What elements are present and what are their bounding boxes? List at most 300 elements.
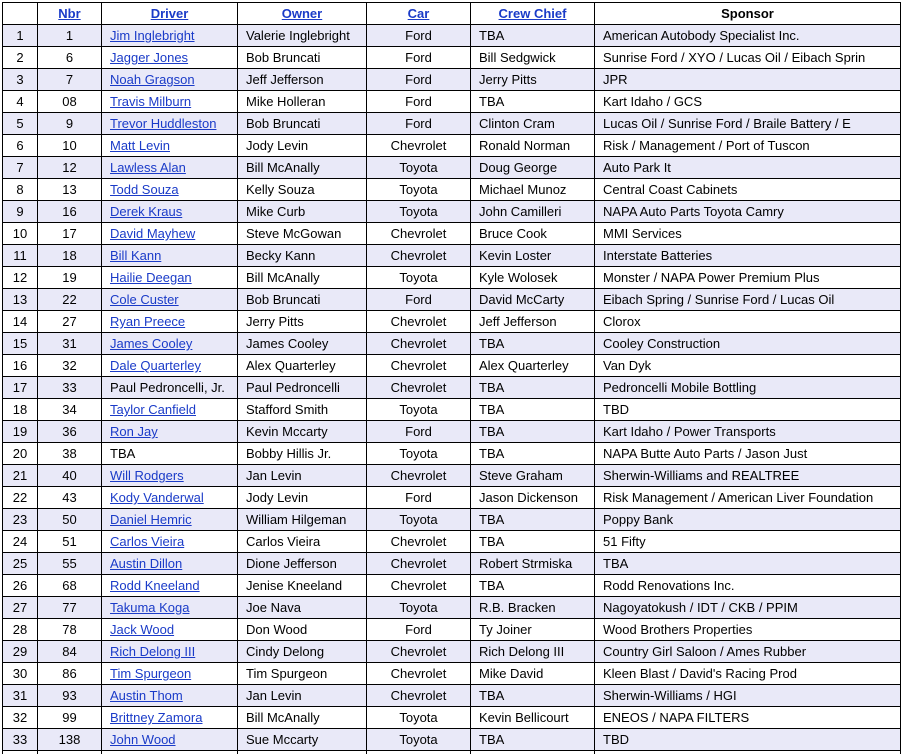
table-row <box>3 685 901 707</box>
cell-car: Chevrolet <box>367 465 471 487</box>
driver-link[interactable]: Rich Delong III <box>110 644 196 659</box>
cell-owner: Bob Bruncati <box>238 113 367 135</box>
cell-crew-chief: Kevin Bellicourt <box>471 707 595 729</box>
driver-link[interactable]: Ron Jay <box>110 424 158 439</box>
cell-crew-chief: TBA <box>471 685 595 707</box>
cell-car: Chevrolet <box>367 223 471 245</box>
cell-position: 2 <box>3 47 38 69</box>
cell-number: 86 <box>38 663 102 685</box>
table-row <box>3 619 901 641</box>
table-row <box>3 707 901 729</box>
cell-number: 16 <box>38 201 102 223</box>
cell-crew-chief: Steve Graham <box>471 465 595 487</box>
cell-driver <box>102 619 238 641</box>
cell-number: 51 <box>38 531 102 553</box>
column-header-car <box>367 3 471 25</box>
driver-link[interactable]: Bill Kann <box>110 248 162 263</box>
cell-driver <box>102 333 238 355</box>
driver-link[interactable]: Jack Wood <box>110 622 175 637</box>
column-sort-link-crew-chief[interactable]: Crew Chief <box>498 6 567 21</box>
cell-number: 40 <box>38 465 102 487</box>
header-row <box>3 3 901 25</box>
cell-sponsor: Auto Park It <box>595 157 901 179</box>
cell-driver <box>102 91 238 113</box>
column-header-position <box>3 3 38 25</box>
cell-position: 17 <box>3 377 38 399</box>
table-row <box>3 729 901 751</box>
cell-owner: Kelly Souza <box>238 179 367 201</box>
driver-link[interactable]: Todd Souza <box>110 182 179 197</box>
table-row <box>3 509 901 531</box>
cell-position: 15 <box>3 333 38 355</box>
cell-owner: Bill McAnally <box>238 707 367 729</box>
cell-position: 32 <box>3 707 38 729</box>
cell-sponsor: Lucas Oil / Sunrise Ford / Braile Battery / E <box>595 113 901 135</box>
table-row <box>3 135 901 157</box>
cell-position: 27 <box>3 597 38 619</box>
cell-position: 9 <box>3 201 38 223</box>
table-row <box>3 69 901 91</box>
cell-crew-chief: R.B. Bracken <box>471 597 595 619</box>
cell-sponsor: Central Coast Cabinets <box>595 179 901 201</box>
cell-owner: Cindy Delong <box>238 641 367 663</box>
table-row <box>3 179 901 201</box>
cell-driver <box>102 113 238 135</box>
cell-driver <box>102 223 238 245</box>
cell-car: Chevrolet <box>367 311 471 333</box>
cell-number: 10 <box>38 135 102 157</box>
table-row <box>3 245 901 267</box>
cell-position: 3 <box>3 69 38 91</box>
cell-owner: Bob Bruncati <box>238 289 367 311</box>
cell-crew-chief: TBA <box>471 575 595 597</box>
table-row <box>3 267 901 289</box>
cell-sponsor: TBD <box>595 729 901 751</box>
driver-link[interactable]: Will Rodgers <box>110 468 184 483</box>
cell-sponsor: Clorox <box>595 311 901 333</box>
cell-owner <box>238 751 367 754</box>
cell-driver <box>102 135 238 157</box>
cell-owner: Paul Pedroncelli <box>238 377 367 399</box>
cell-driver <box>102 69 238 91</box>
cell-car: Chevrolet <box>367 553 471 575</box>
cell-driver <box>102 399 238 421</box>
table-row <box>3 201 901 223</box>
driver-link[interactable]: Hailie Deegan <box>110 270 192 285</box>
driver-link[interactable]: David Mayhew <box>110 226 196 241</box>
cell-driver <box>102 289 238 311</box>
cell-number: 93 <box>38 685 102 707</box>
cell-number: 77 <box>38 597 102 619</box>
cell-position: 21 <box>3 465 38 487</box>
cell-position: 1 <box>3 25 38 47</box>
driver-link[interactable]: Matt Levin <box>110 138 170 153</box>
cell-driver <box>102 751 238 754</box>
cell-position: 7 <box>3 157 38 179</box>
cell-owner: James Cooley <box>238 333 367 355</box>
cell-car: Ford <box>367 421 471 443</box>
cell-number: 13 <box>38 179 102 201</box>
cell-number: 78 <box>38 619 102 641</box>
column-sort-link-driver[interactable]: Driver <box>150 6 189 21</box>
cell-car: Ford <box>367 69 471 91</box>
cell-position: 31 <box>3 685 38 707</box>
cell-owner: Bill McAnally <box>238 157 367 179</box>
driver-link[interactable]: Taylor Canfield <box>110 402 196 417</box>
table-row <box>3 465 901 487</box>
cell-sponsor: Monster / NAPA Power Premium Plus <box>595 267 901 289</box>
column-header-sponsor: Sponsor <box>595 3 901 25</box>
cell-position: 18 <box>3 399 38 421</box>
cell-crew-chief: Doug George <box>471 157 595 179</box>
table-row <box>3 223 901 245</box>
driver-link[interactable]: Jim Inglebright <box>110 28 195 43</box>
cell-number <box>38 751 102 754</box>
table-row <box>3 663 901 685</box>
cell-position: 11 <box>3 245 38 267</box>
cell-driver <box>102 531 238 553</box>
cell-crew-chief: Jeff Jefferson <box>471 311 595 333</box>
driver-link[interactable]: John Wood <box>110 732 176 747</box>
cell-crew-chief: Alex Quarterley <box>471 355 595 377</box>
cell-sponsor: TBA <box>595 553 901 575</box>
column-header-nbr <box>38 3 102 25</box>
cell-owner: Steve McGowan <box>238 223 367 245</box>
cell-car: Toyota <box>367 399 471 421</box>
table-row <box>3 311 901 333</box>
column-sort-link-nbr[interactable]: Nbr <box>58 6 81 21</box>
cell-number: 7 <box>38 69 102 91</box>
cell-owner: Jenise Kneeland <box>238 575 367 597</box>
cell-position: 33 <box>3 729 38 751</box>
cell-position: 25 <box>3 553 38 575</box>
driver-link[interactable]: Kody Vanderwal <box>110 490 204 505</box>
cell-number: 22 <box>38 289 102 311</box>
cell-number: 34 <box>38 399 102 421</box>
cell-car: Toyota <box>367 157 471 179</box>
driver-link[interactable]: Takuma Koga <box>110 600 190 615</box>
table-row <box>3 289 901 311</box>
cell-number: 36 <box>38 421 102 443</box>
cell-car: Toyota <box>367 597 471 619</box>
cell-number: 12 <box>38 157 102 179</box>
cell-owner: Tim Spurgeon <box>238 663 367 685</box>
cell-car: Chevrolet <box>367 135 471 157</box>
cell-driver <box>102 355 238 377</box>
cell-position: 4 <box>3 91 38 113</box>
cell-number: 19 <box>38 267 102 289</box>
cell-sponsor: Sherwin-Williams and REALTREE <box>595 465 901 487</box>
cell-number: 68 <box>38 575 102 597</box>
cell-driver <box>102 575 238 597</box>
driver-link[interactable]: James Cooley <box>110 336 193 351</box>
cell-number: 9 <box>38 113 102 135</box>
cell-position: 20 <box>3 443 38 465</box>
cell-driver <box>102 553 238 575</box>
cell-owner: Dione Jefferson <box>238 553 367 575</box>
cell-crew-chief: TBA <box>471 531 595 553</box>
cell-car: Chevrolet <box>367 685 471 707</box>
driver-link[interactable]: Noah Gragson <box>110 72 195 87</box>
driver-link[interactable]: Brittney Zamora <box>110 710 203 725</box>
column-sort-link-car[interactable]: Car <box>407 6 430 21</box>
table-row <box>3 377 901 399</box>
cell-owner: William Hilgeman <box>238 509 367 531</box>
cell-sponsor: TBD <box>595 399 901 421</box>
cell-number: 43 <box>38 487 102 509</box>
driver-link[interactable]: Cole Custer <box>110 292 179 307</box>
cell-sponsor: Wood Brothers Properties <box>595 619 901 641</box>
cell-position: 16 <box>3 355 38 377</box>
cell-driver <box>102 641 238 663</box>
drivers-table <box>2 2 901 754</box>
cell-crew-chief: Jason Dickenson <box>471 487 595 509</box>
table-row <box>3 597 901 619</box>
cell-owner: Mike Curb <box>238 201 367 223</box>
cell-car: Toyota <box>367 267 471 289</box>
cell-sponsor: Cooley Construction <box>595 333 901 355</box>
cell-position: 13 <box>3 289 38 311</box>
driver-link[interactable]: Austin Thom <box>110 688 183 703</box>
cell-number: 84 <box>38 641 102 663</box>
cell-sponsor: 51 Fifty <box>595 531 901 553</box>
table-row <box>3 421 901 443</box>
cell-position: 30 <box>3 663 38 685</box>
cell-number: 138 <box>38 729 102 751</box>
table-row <box>3 553 901 575</box>
cell-owner: Bill McAnally <box>238 267 367 289</box>
cell-sponsor: Country Girl Saloon / Ames Rubber <box>595 641 901 663</box>
cell-crew-chief: John Camilleri <box>471 201 595 223</box>
cell-crew-chief: TBA <box>471 333 595 355</box>
cell-driver: TBA <box>102 443 238 465</box>
cell-crew-chief: Kyle Wolosek <box>471 267 595 289</box>
cell-sponsor: Pedroncelli Mobile Bottling <box>595 377 901 399</box>
cell-owner: Bobby Hillis Jr. <box>238 443 367 465</box>
cell-car: Chevrolet <box>367 377 471 399</box>
cell-crew-chief: TBA <box>471 91 595 113</box>
driver-link[interactable]: Trevor Huddleston <box>110 116 217 131</box>
table-row <box>3 113 901 135</box>
cell-sponsor: Kart Idaho / Power Transports <box>595 421 901 443</box>
cell-car: Ford <box>367 487 471 509</box>
cell-car: Ford <box>367 619 471 641</box>
cell-driver <box>102 267 238 289</box>
driver-link[interactable]: Derek Kraus <box>110 204 183 219</box>
cell-owner: Sue Mccarty <box>238 729 367 751</box>
cell-driver <box>102 201 238 223</box>
cell-owner: Don Wood <box>238 619 367 641</box>
cell-crew-chief: Ronald Norman <box>471 135 595 157</box>
cell-position: 19 <box>3 421 38 443</box>
cell-car: Ford <box>367 47 471 69</box>
cell-crew-chief: TBA <box>471 443 595 465</box>
cell-crew-chief <box>471 751 595 754</box>
table-row <box>3 399 901 421</box>
cell-car: Toyota <box>367 201 471 223</box>
cell-driver <box>102 597 238 619</box>
driver-link[interactable]: Lawless Alan <box>110 160 186 175</box>
cell-owner: Joe Nava <box>238 597 367 619</box>
cell-car: Toyota <box>367 729 471 751</box>
cell-crew-chief: Clinton Cram <box>471 113 595 135</box>
cell-position: 6 <box>3 135 38 157</box>
cell-driver <box>102 421 238 443</box>
cell-car: Chevrolet <box>367 663 471 685</box>
cell-owner: Becky Kann <box>238 245 367 267</box>
cell-sponsor: NAPA Butte Auto Parts / Jason Just <box>595 443 901 465</box>
cell-driver <box>102 663 238 685</box>
cell-driver: Paul Pedroncelli, Jr. <box>102 377 238 399</box>
cell-driver <box>102 157 238 179</box>
cell-owner: Mike Holleran <box>238 91 367 113</box>
cell-driver <box>102 47 238 69</box>
cell-sponsor: ENEOS / NAPA FILTERS <box>595 707 901 729</box>
cell-sponsor <box>595 751 901 754</box>
driver-link[interactable]: Dale Quarterley <box>110 358 202 373</box>
cell-owner: Kevin Mccarty <box>238 421 367 443</box>
cell-crew-chief: Bill Sedgwick <box>471 47 595 69</box>
table-row <box>3 25 901 47</box>
column-header-owner <box>238 3 367 25</box>
cell-number: 1 <box>38 25 102 47</box>
cell-number: 31 <box>38 333 102 355</box>
cell-number: 17 <box>38 223 102 245</box>
table-row <box>3 487 901 509</box>
cell-sponsor: Eibach Spring / Sunrise Ford / Lucas Oil <box>595 289 901 311</box>
cell-driver <box>102 179 238 201</box>
driver-link[interactable]: Daniel Hemric <box>110 512 192 527</box>
cell-position <box>3 751 38 754</box>
cell-driver <box>102 487 238 509</box>
column-header-crew-chief <box>471 3 595 25</box>
cell-car: Toyota <box>367 509 471 531</box>
cell-sponsor: American Autobody Specialist Inc. <box>595 25 901 47</box>
cell-sponsor: NAPA Auto Parts Toyota Camry <box>595 201 901 223</box>
cell-driver <box>102 465 238 487</box>
cell-sponsor: Sherwin-Williams / HGI <box>595 685 901 707</box>
cell-position: 28 <box>3 619 38 641</box>
cell-crew-chief: Jerry Pitts <box>471 69 595 91</box>
cell-driver <box>102 685 238 707</box>
cell-car: Chevrolet <box>367 531 471 553</box>
cell-sponsor: Rodd Renovations Inc. <box>595 575 901 597</box>
cell-position: 10 <box>3 223 38 245</box>
cell-owner: Stafford Smith <box>238 399 367 421</box>
cell-owner: Jan Levin <box>238 685 367 707</box>
cell-owner: Bob Bruncati <box>238 47 367 69</box>
cell-crew-chief: David McCarty <box>471 289 595 311</box>
cell-car: Chevrolet <box>367 641 471 663</box>
cell-sponsor: Van Dyk <box>595 355 901 377</box>
cell-crew-chief: TBA <box>471 509 595 531</box>
cell-car: Ford <box>367 289 471 311</box>
cell-car: Ford <box>367 25 471 47</box>
cell-crew-chief: Michael Munoz <box>471 179 595 201</box>
driver-link[interactable]: Carlos Vieira <box>110 534 185 549</box>
cell-owner: Valerie Inglebright <box>238 25 367 47</box>
table-row <box>3 641 901 663</box>
cell-car: Ford <box>367 91 471 113</box>
driver-link[interactable]: Rodd Kneeland <box>110 578 200 593</box>
cell-sponsor: Sunrise Ford / XYO / Lucas Oil / Eibach Sprin <box>595 47 901 69</box>
cell-owner: Jody Levin <box>238 487 367 509</box>
table-row <box>3 157 901 179</box>
cell-owner: Jody Levin <box>238 135 367 157</box>
cell-car: Toyota <box>367 443 471 465</box>
cell-number: 6 <box>38 47 102 69</box>
cell-driver <box>102 707 238 729</box>
cell-car: Chevrolet <box>367 333 471 355</box>
table-body <box>3 25 901 754</box>
cell-driver <box>102 509 238 531</box>
cell-sponsor: Poppy Bank <box>595 509 901 531</box>
cell-sponsor: Nagoyatokush / IDT / CKB / PPIM <box>595 597 901 619</box>
cell-number: 55 <box>38 553 102 575</box>
cell-owner: Jan Levin <box>238 465 367 487</box>
cell-car: Ford <box>367 113 471 135</box>
table-row <box>3 333 901 355</box>
cell-crew-chief: TBA <box>471 421 595 443</box>
table-row <box>3 531 901 553</box>
cell-crew-chief: TBA <box>471 25 595 47</box>
table-row <box>3 575 901 597</box>
cell-position: 23 <box>3 509 38 531</box>
cell-crew-chief: Bruce Cook <box>471 223 595 245</box>
cell-crew-chief: TBA <box>471 377 595 399</box>
cell-position: 5 <box>3 113 38 135</box>
cell-position: 24 <box>3 531 38 553</box>
driver-link[interactable]: Ryan Preece <box>110 314 186 329</box>
table-row <box>3 751 901 754</box>
cell-driver <box>102 729 238 751</box>
cell-number: 27 <box>38 311 102 333</box>
cell-driver <box>102 311 238 333</box>
driver-link[interactable]: Travis Milburn <box>110 94 192 109</box>
cell-number: 99 <box>38 707 102 729</box>
driver-link[interactable]: Austin Dillon <box>110 556 183 571</box>
table-row <box>3 355 901 377</box>
cell-position: 29 <box>3 641 38 663</box>
cell-crew-chief: TBA <box>471 399 595 421</box>
cell-sponsor: JPR <box>595 69 901 91</box>
cell-number: 32 <box>38 355 102 377</box>
cell-owner: Alex Quarterley <box>238 355 367 377</box>
cell-number: 08 <box>38 91 102 113</box>
cell-car: Toyota <box>367 707 471 729</box>
column-sort-link-owner[interactable]: Owner <box>281 6 323 21</box>
driver-link[interactable]: Tim Spurgeon <box>110 666 192 681</box>
cell-position: 22 <box>3 487 38 509</box>
cell-crew-chief: TBA <box>471 729 595 751</box>
table-row <box>3 443 901 465</box>
column-header-driver <box>102 3 238 25</box>
table-row <box>3 91 901 113</box>
cell-sponsor: Interstate Batteries <box>595 245 901 267</box>
cell-driver <box>102 245 238 267</box>
driver-link[interactable]: Jagger Jones <box>110 50 189 65</box>
cell-sponsor: MMI Services <box>595 223 901 245</box>
cell-number: 50 <box>38 509 102 531</box>
cell-crew-chief: Rich Delong III <box>471 641 595 663</box>
cell-crew-chief: Ty Joiner <box>471 619 595 641</box>
cell-crew-chief: Kevin Loster <box>471 245 595 267</box>
cell-car: Toyota <box>367 179 471 201</box>
cell-sponsor: Risk / Management / Port of Tuscon <box>595 135 901 157</box>
cell-position: 26 <box>3 575 38 597</box>
cell-crew-chief: Robert Strmiska <box>471 553 595 575</box>
cell-car: Chevrolet <box>367 575 471 597</box>
